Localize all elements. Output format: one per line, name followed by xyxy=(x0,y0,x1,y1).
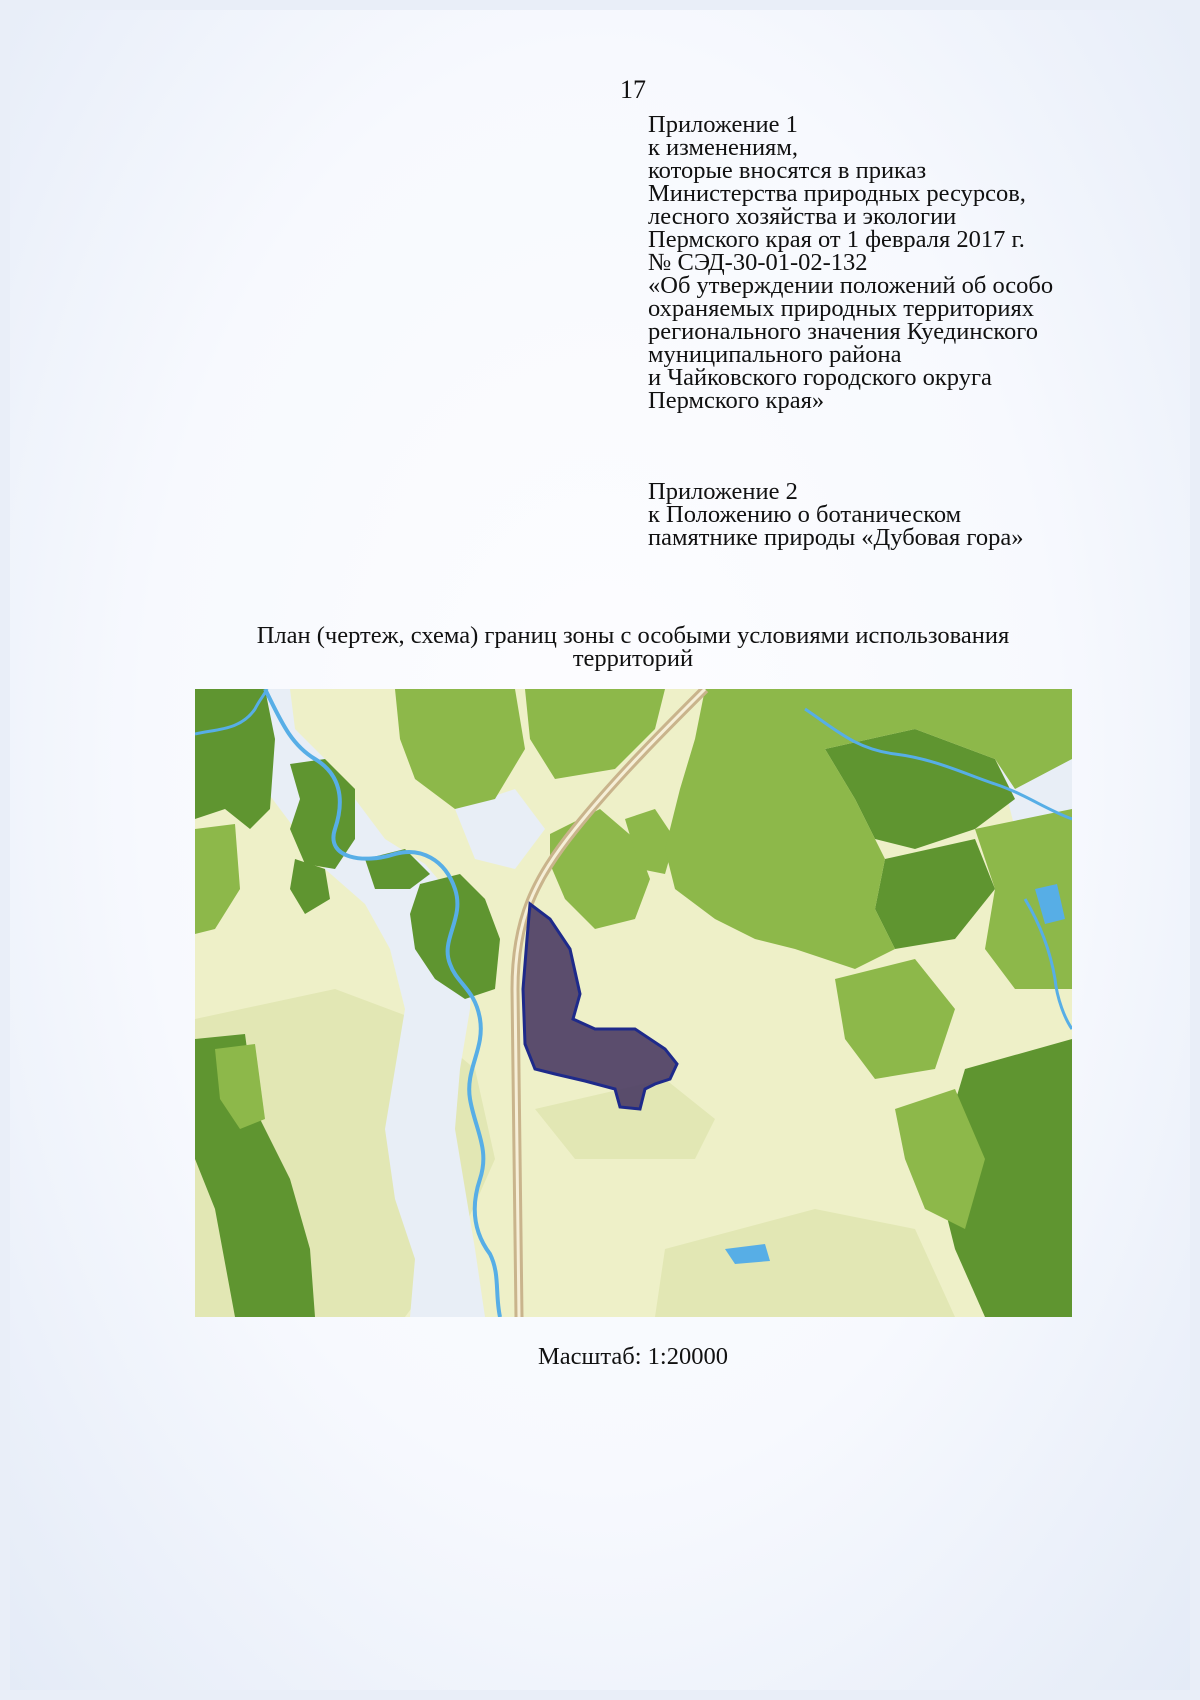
annex-1-line: и Чайковского городского округа xyxy=(648,364,992,391)
annex-1-line: № СЭД-30-01-02-132 xyxy=(648,249,868,276)
map-canvas xyxy=(195,689,1072,1317)
plan-title xyxy=(150,624,1116,670)
annex-1-line: «Об утверждении положений об особо xyxy=(648,272,1054,299)
annex-2-line: Приложение 2 xyxy=(648,478,798,505)
annex-1-line: регионального значения Куединского xyxy=(648,318,1038,345)
annex-2-line: к Положению о ботаническом xyxy=(648,501,962,528)
annex-1-line: охраняемых природных территориях xyxy=(648,295,1034,322)
annex-1-line: муниципального района xyxy=(648,341,902,368)
annex-1-line: которые вносятся в приказ xyxy=(648,157,927,184)
page-number: 17 xyxy=(620,75,646,104)
plan-title-line: План (чертеж, схема) границ зоны с особыми условиями использования xyxy=(256,622,1010,649)
plan-title-line: территорий xyxy=(572,645,694,672)
annex-1-line: лесного хозяйства и экологии xyxy=(648,203,957,230)
forest-dark-area xyxy=(195,689,275,829)
annex-2-header xyxy=(648,480,1168,549)
annex-1-line: Пермского края от 1 февраля 2017 г. xyxy=(648,226,1025,253)
annex-1-line: Приложение 1 xyxy=(648,111,798,138)
boundary-map xyxy=(195,689,1072,1317)
annex-1-line: к изменениям, xyxy=(648,134,798,161)
annex-1-line: Пермского края» xyxy=(648,387,825,414)
annex-1-line: Министерства природных ресурсов, xyxy=(648,180,1026,207)
map-scale-label: Масштаб: 1:20000 xyxy=(538,1343,728,1370)
annex-1-header xyxy=(648,113,1168,412)
annex-2-line: памятнике природы «Дубовая гора» xyxy=(648,524,1024,551)
